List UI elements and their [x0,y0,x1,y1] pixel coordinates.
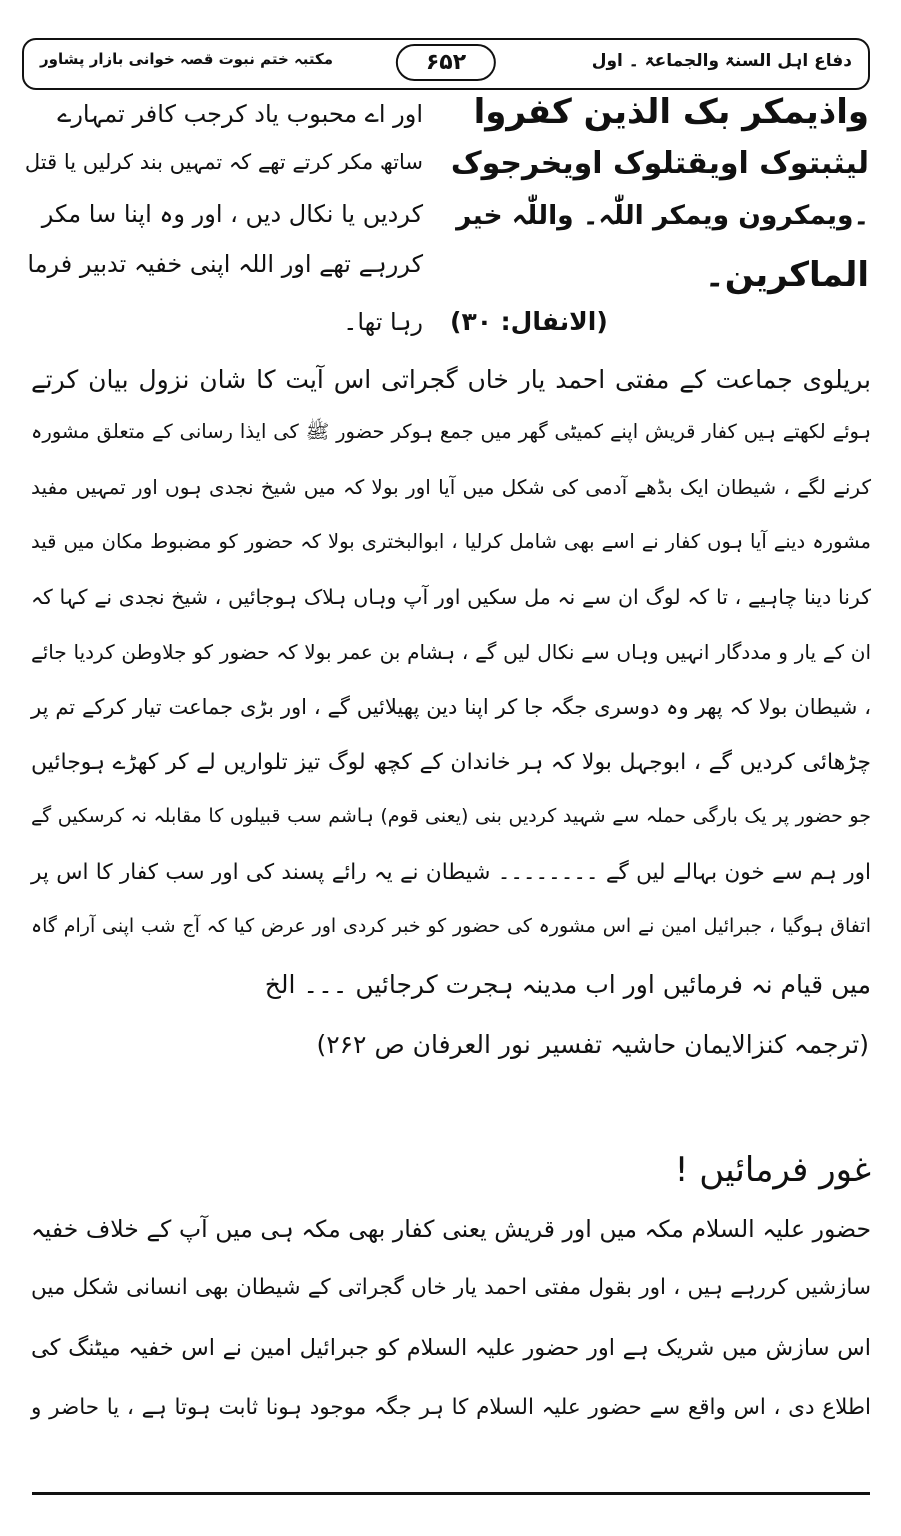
body-line-9: جو حضور پر یک بارگی حملہ سے شہید کردیں بنی (یعنی قوم) ہاشم سب قبیلوں کا مقابلہ نہ کرسکیں گے [31,805,871,827]
body-line-10: اور ہم سے خون بہالے لیں گے ۔۔۔۔۔۔۔۔ شیطان نے یہ رائے پسند کی اور سب کفار کا اس پر [31,860,871,885]
translation-line-4: کررہے تھے اور اللہ اپنی خفیہ تدبیر فرما [27,250,423,278]
ayah-line-4: الماکرین۔ [704,255,869,295]
book-title: دفاع اہل السنۃ والجماعۃ ۔ اول [591,51,852,71]
body-line-1: بریلوی جماعت کے مفتی احمد یار خاں گجراتی اس آیت کا شان نزول بیان کرتے [31,365,871,394]
ayah-reference: (الانفال: ۳۰) [450,307,608,336]
translation-line-3: کردیں یا نکال دیں ، اور وہ اپنا سا مکر [41,200,423,228]
page-header [22,38,870,90]
translation-line-5: رہا تھا۔ [343,308,423,336]
section-heading: غور فرمائیں ! [674,1150,871,1190]
body-line-4: مشورہ دینے آیا ہوں کفار نے اسے بھی شامل کرلیا ، ابوالبختری بولا کہ حضور کو مضبوط مکان میں قید [31,530,871,553]
ayah-line-3: ۔ویمکرون ویمکر اللّٰہ۔ واللّٰہ خیر [456,200,869,231]
section-line-4: اطلاع دی ، اس واقع سے حضور علیہ السلام کا ہر جگہ موجود ہونا ثابت ہوتا ہے ، یا حاضر و [31,1395,871,1420]
publisher-name: مکتبہ ختم نبوت قصہ خوانی بازار پشاور [40,50,334,68]
body-line-6: ان کے یار و مددگار انہیں وہاں سے نکال لیں گے ، ہشام بن عمر بولا کہ حضور کو جلاوطن کردیا جائے [31,640,871,664]
body-line-5: کرنا دینا چاہیے ، تا کہ لوگ ان سے نہ مل سکیں اور آپ وہاں ہلاک ہوجائیں ، شیخ نجدی نے کہا کہ [31,585,871,609]
section-line-2: سازشیں کررہے ہیں ، اور بقول مفتی احمد یار خاں گجراتی کے شیطان بھی انسانی شکل میں [31,1275,871,1300]
body-line-8: چڑھائی کردیں گے ، ابوجہل بولا کہ ہر خاندان کے کچھ لوگ تیز تلواریں لے کر کھڑے ہوجائیں [31,750,871,775]
body-line-11: اتفاق ہوگیا ، جبرائیل امین نے اس مشورہ کی حضور کو خبر کردی اور عرض کیا کہ آج شب اپنی آرام گاہ [31,915,871,937]
section-line-3: اس سازش میں شریک ہے اور حضور علیہ السلام کو جبرائیل امین نے اس خفیہ میٹنگ کی [31,1335,871,1361]
body-line-2: ہوئے لکھتے ہیں کفار قریش اپنے کمیٹی گھر میں جمع ہوکر حضور ﷺ کی ایذا رسانی کے متعلق مشورہ [31,420,871,443]
body-reference: (ترجمہ کنزالایمان حاشیہ تفسیر نور العرفان ص ۲۶۲) [316,1030,869,1059]
ayah-line-1: واذیمکر بک الذین کفروا [473,92,869,132]
body-line-7: ، شیطان بولا کہ پھر وہ دوسری جگہ جا کر اپنا دین پھیلائیں گے ، اور بڑی جماعت تیار کرکے تم پر [31,695,871,719]
translation-line-2: ساتھ مکر کرتے تھے کہ تمہیں بند کرلیں یا قتل [24,150,423,174]
footer-rule [32,1492,870,1495]
body-line-3: کرنے لگے ، شیطان ایک بڈھے آدمی کی شکل میں آیا اور بولا کہ میں شیخ نجدی ہوں اور تمہیں مفید [31,475,871,499]
section-line-1: حضور علیہ السلام مکہ میں اور قریش یعنی کفار بھی مکہ ہی میں آپ کے خلاف خفیہ [31,1215,871,1243]
body-line-12: میں قیام نہ فرمائیں اور اب مدینہ ہجرت کرجائیں ۔۔۔ الخ [264,970,871,999]
translation-line-1: اور اے محبوب یاد کرجب کافر تمہارے [57,100,423,128]
page-number: ۶۵۲ [396,44,496,81]
ayah-line-2: لیثبتوک اویقتلوک اویخرجوک [450,146,869,181]
